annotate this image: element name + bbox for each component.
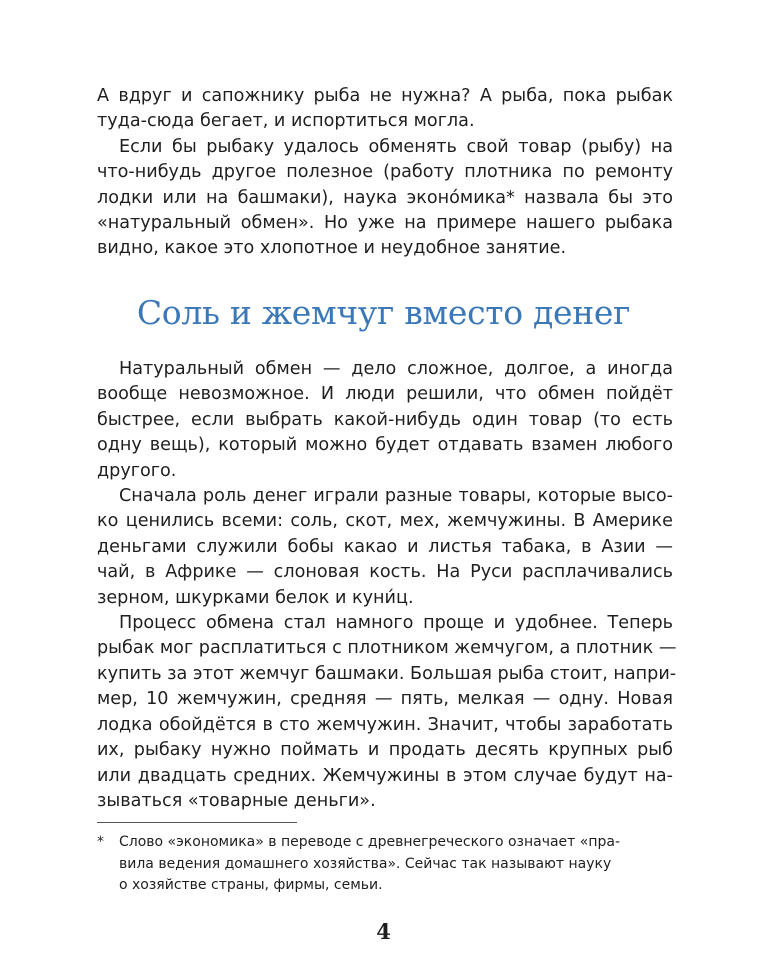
text-line: зываться «товарные деньги».: [97, 790, 376, 811]
paragraph: [97, 135, 673, 262]
text-line: чай, в Африке — слоновая кость. На Руси расплачивались: [97, 562, 673, 583]
text-line: деньгами служили бобы какао и листья табака, в Азии —: [97, 536, 673, 557]
text-line: видно, какое это хлопотное и неудобное занятие.: [97, 238, 567, 259]
text-line: что-нибудь другое полезное (работу плотника по ремонту: [97, 162, 673, 183]
footnote-line: [97, 832, 657, 854]
text-line: «натуральный обмен». Но уже на примере нашего рыбака: [97, 213, 673, 234]
paragraph: [97, 357, 673, 484]
paragraph: [97, 611, 677, 814]
text-line: их, рыбаку нужно поймать и продать десять крупных рыб: [97, 740, 673, 761]
text-line: мер, 10 жемчужин, средняя — пять, мелкая — одну. Новая: [97, 689, 673, 710]
text-line: быстрее, если выбрать какой-нибудь один товар (то есть: [97, 409, 673, 430]
text-line: ко ценились всеми: соль, скот, мех, жемчужины. В Америке: [97, 511, 673, 532]
text-line: лодки или на башмаки), наука эконóмика* назвала бы это: [97, 187, 673, 208]
text-line: туда-сюда бегает, и испортиться могла.: [97, 111, 475, 132]
text-line: одну вещь), который можно будет отдавать взамен любого: [97, 435, 673, 456]
text-line: или двадцать средних. Жемчужины в этом случае будут на-: [97, 765, 673, 786]
section-title: Соль и жемчуг вместо денег: [136, 293, 631, 332]
text-line: Если бы рыбаку удалось обменять свой товар (рыбу) на: [119, 136, 673, 157]
text-line: Сначала роль денег играли разные товары, которые высо-: [119, 486, 673, 507]
text-line: Натуральный обмен — дело сложное, долгое, а иногда: [119, 359, 673, 379]
text-line: Процесс обмена стал намного проще и удобнее. Теперь: [119, 613, 673, 634]
text-line: вообще невозможное. И люди решили, что обмен пойдёт: [97, 384, 673, 405]
footnote-marker: *: [97, 834, 104, 850]
footnote-line: вила ведения домашнего хозяйства». Сейчас так называют науку: [119, 855, 612, 872]
page-number: 4: [376, 919, 391, 944]
text-line: другого.: [97, 460, 177, 481]
footnote-text: Слово «экономика» в переводе с древнегреческого означает «пра-: [119, 834, 621, 850]
text-line: А вдруг и сапожнику рыба не нужна? А рыба, пока рыбак: [97, 86, 673, 106]
intro-text: [97, 84, 673, 262]
footnote: [97, 832, 657, 897]
paragraph: [97, 484, 673, 611]
footnote-divider: [97, 822, 297, 823]
text-line: купить за этот жемчуг башмаки. Большая рыба стоит, напри-: [97, 663, 677, 684]
section-text: [97, 357, 677, 814]
text-line: рыбак мог расплатиться с плотником жемчугом, а плотник —: [97, 638, 677, 659]
text-line: лодка обойдётся в сто жемчужин. Значит, чтобы заработать: [97, 714, 673, 735]
paragraph: [97, 84, 673, 135]
text-line: зерном, шкурками белок и куни́ц.: [97, 587, 414, 608]
footnote-line: о хозяйстве страны, фирмы, семьи.: [119, 877, 383, 894]
